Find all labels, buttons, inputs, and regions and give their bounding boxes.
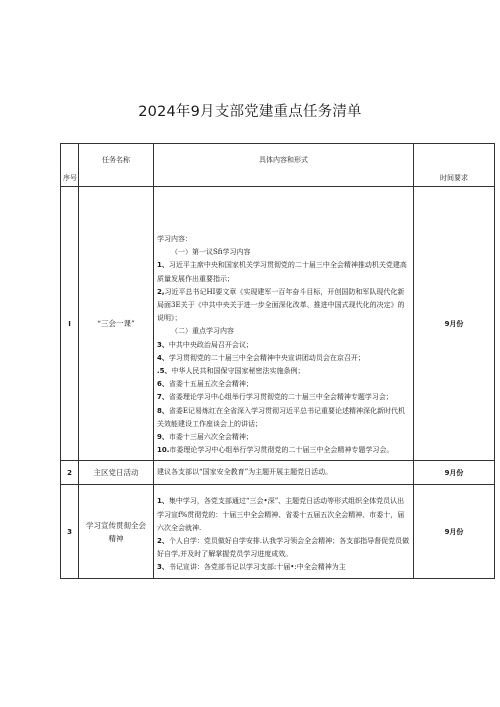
row-content [154, 485, 414, 578]
content-line: 8、省委E记易炼红在全省深入学习贯彻习近平总书记重要论述精神深化新时代机关效能建设工作座谈会上的讲话； [157, 406, 405, 428]
page-title: 2024年9月支部党建重点任务清单 [138, 104, 362, 120]
content-line: 1、集中学习，各党支部通过“三会•深”、主题党日活动等形式组织全体党员认出学习宣f%贯彻党的：十届三中全会精神、省委十五届五次全会精神、市委十，届六次全会就神. [157, 497, 405, 532]
content-line: 学习内容： [157, 235, 192, 243]
row-task-name: 主区党日活动 [79, 461, 154, 485]
row-num: 2 [61, 461, 79, 485]
task-table [60, 143, 495, 579]
table-row [61, 461, 495, 485]
table-row [61, 485, 495, 578]
content-line: 9、市委十三届六次全会精神； [157, 433, 253, 442]
content-line: 7、省委理论学习中心组举行学习贯彻党的二十届三中全会精神专题学习会； [157, 393, 393, 402]
row-time: 9月份 [414, 187, 495, 461]
content-line: 1、习近平主席中央和国家机关学习贯彻党的二十届三中全会精神推动机关党建高质量发展作出重要指示； [157, 261, 407, 283]
row-time: 9月份 [414, 461, 495, 485]
content-line: 6、省委十五届五次全会精神； [157, 380, 253, 389]
header-num: 序号 [61, 144, 79, 187]
row-num: I [61, 187, 79, 461]
content-line: 3、书记宣讲：各党部书记以学习支部:十届•:中全会精神为主 [157, 563, 346, 572]
row-content [154, 461, 414, 485]
row-task-name: “三会一课” [79, 187, 154, 461]
row-task-name: 学习宣传贯彻全会精神 [79, 485, 154, 578]
content-line: 4、学习贯彻党的二十届三中全会精神中央宣讲团动员会在京召开； [157, 353, 365, 362]
header-time: 时间要求 [414, 144, 495, 187]
content-line: .5、中华人民共和国保守国家秘密法实施条例； [157, 367, 305, 376]
content-line: 建议各支部以“国家安全教育”为主题开展主题党日活动。 [157, 468, 333, 477]
content-line: 3、中共中央政治局召开会议； [157, 340, 253, 349]
header-content: 具体内容和形式 [154, 144, 414, 187]
content-line: 2、个人自学：党员做好自学安排.认我学习领会全会精神；各支部指导督促党员做好自学,并及时了解掌握党员学习进度成效。 [157, 537, 410, 559]
row-num: 3 [61, 485, 79, 578]
header-name: 任务名称 [79, 144, 154, 187]
content-line: 2,习近平总书记HI要文章《实现建军一百年奋斗目标，开创国防和军队现代化新局面3E关于《中共中央关于进一步全面深化改革、推进中国式现代化的决定》的说明》； [157, 287, 405, 323]
row-content [154, 187, 414, 461]
content-line: （二）重点学习内容 [171, 327, 234, 336]
content-line: （一）第一议Sfi学习内容 [171, 248, 251, 257]
table-row [61, 187, 495, 461]
content-line: 10.市委理论学习中心组举行学习贯彻党的二十届三中全会精神专题学习会。 [157, 446, 394, 455]
table-header-row [61, 144, 495, 187]
row-time: 9月份 [414, 485, 495, 578]
